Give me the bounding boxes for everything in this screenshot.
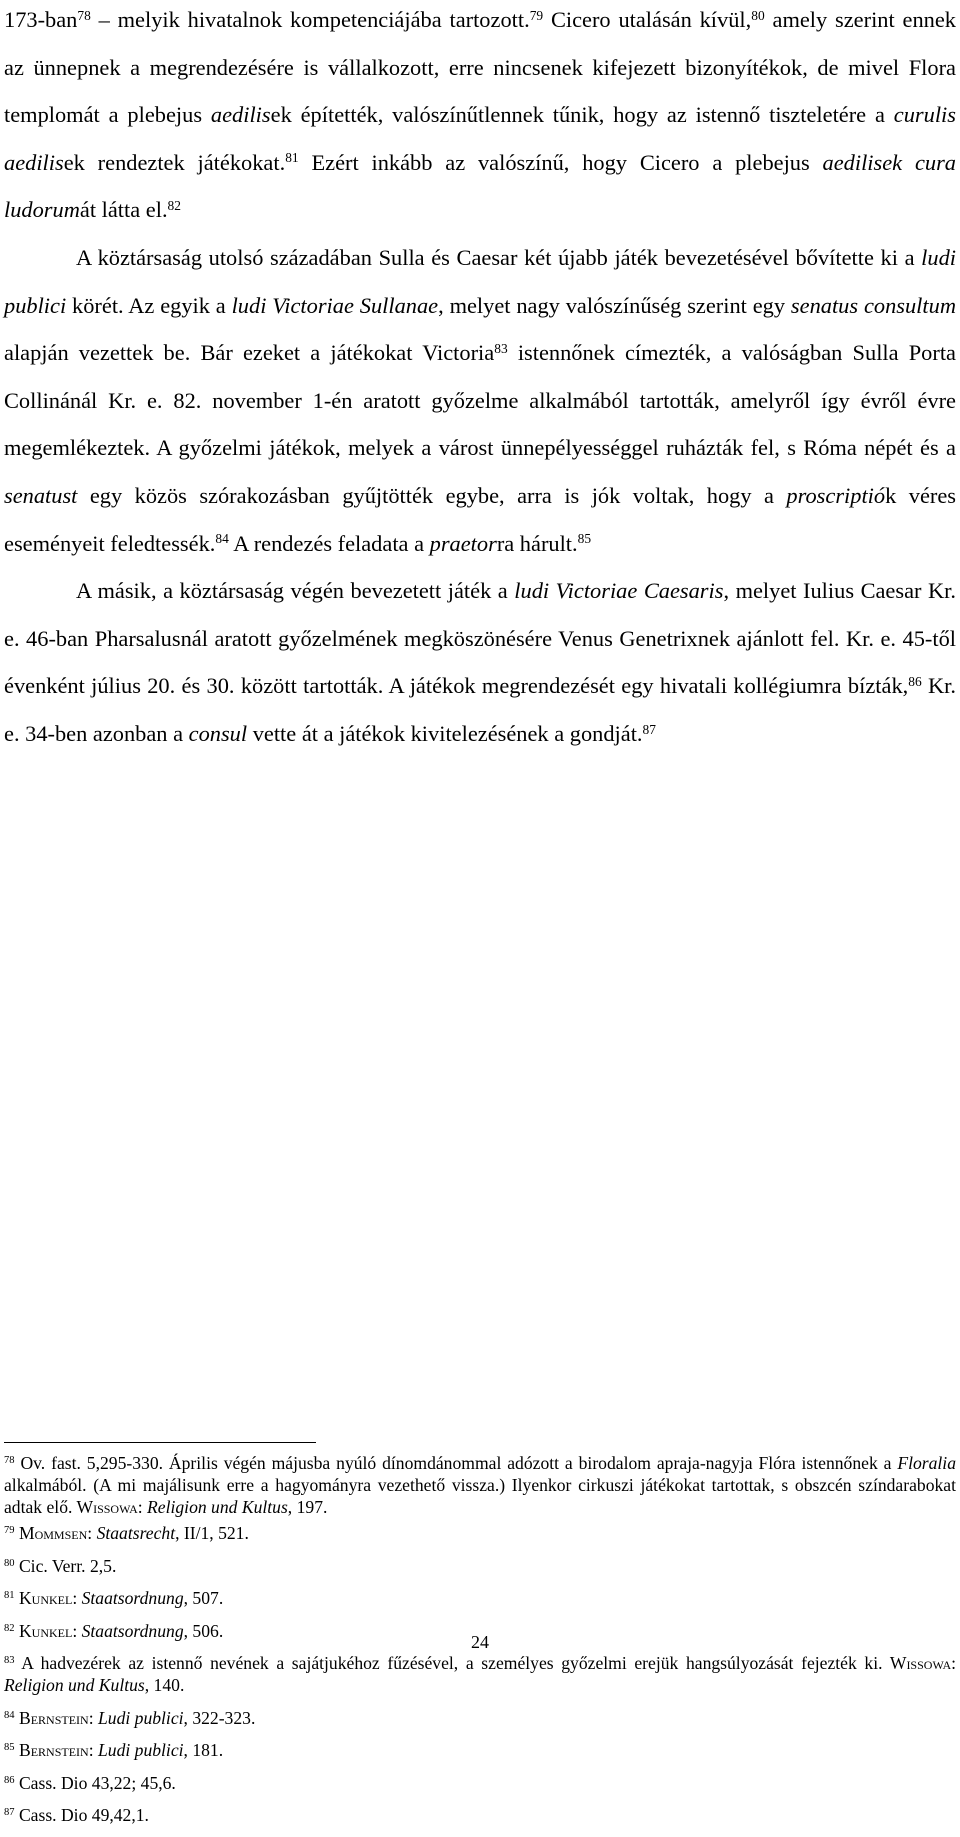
footnote: $^{79}$ Mommsen: Staatsrecht, II/1, 521. xyxy=(4,1523,249,1543)
italic-term: consul xyxy=(188,720,248,746)
footnote-separator xyxy=(4,1442,316,1443)
footnote-ref: 86 xyxy=(4,1774,15,1786)
footnote-ref: 78 xyxy=(77,7,91,23)
italic-term: aedilisek cura ludorum xyxy=(4,149,956,223)
footnote: $^{84}$ Bernstein: Ludi publici, 322-323. xyxy=(4,1707,256,1728)
paragraph: A köztársaság utolsó századában Sulla és Caesar két újabb játék bevezetésével bővítette ki a ludi publici körét. Az egyik a ludi Victoriae Sullanae, melyet nagy valószínűség szerint egy senatus consultum alapján vezettek be. Bár ezeket a játékokat Victoria$^{83}$ istennőnek címezték, a valóságban Sulla Porta Collinánál Kr. e. 82. november 1-én aratott győzelme alkalmából tartották, amelyről így évről évre megemlékeztek. A győzelmi játékok, melyek a várost ünnepélyességgel ruházták fel, s Róma népét és a senatust egy közös szórakozásban gyűjtötték egybe, arra is jók voltak, hogy a proscriptiók véres eseményeit feledtessék.$^{84}$ A rendezés feladata a praetorra hárult.$^{85}$ xyxy=(4,244,956,556)
footnote: $^{83}$ A hadvezérek az istennő nevének a sajátjukéhoz fűzésével, a személyes győzelmi erejük hangsúlyozását fejezték ki. Wissowa: Religion und Kultus, 140. xyxy=(4,1653,956,1695)
footnote-ref: 83 xyxy=(4,1655,15,1667)
italic-term: Staatsordnung xyxy=(81,1620,184,1641)
italic-term: Ludi publici xyxy=(97,1740,184,1760)
author-name: unkel xyxy=(31,1620,73,1641)
italic-term: aedilis xyxy=(210,102,271,128)
author-name: ommsen xyxy=(34,1523,88,1543)
footnote: $^{85}$ Bernstein: Ludi publici, 181. xyxy=(4,1740,224,1760)
footnote-ref: 83 xyxy=(494,340,508,356)
footnote-ref: 80 xyxy=(4,1557,15,1569)
footnote-ref: 85 xyxy=(4,1742,15,1754)
footnote: $^{86}$ Cass. Dio 43,22; 45,6. xyxy=(4,1772,176,1793)
author-name: ernstein xyxy=(30,1707,89,1728)
footnote: $^{80}$ Cic. Verr. 2,5. xyxy=(4,1555,117,1576)
page-number: 24 xyxy=(471,1632,489,1652)
italic-term: Religion und Kultus xyxy=(4,1675,145,1695)
footnote-ref: 81 xyxy=(285,150,299,166)
italic-term: Floralia xyxy=(897,1453,956,1473)
footnote-ref: 85 xyxy=(577,531,592,547)
paragraph: 173-ban$^{78}$ – melyik hivatalnok kompetenciájába tartozott.$^{79}$ Cicero utalásán kívül,$^{80}$ amely szerint ennek az ünnepnek a megrendezésére is vállalkozott, erre nincsenek kifejezett bizonyítékok, de mivel Flora templomát a plebejus aedilisek építették, valószínűtlennek tűnik, hogy az istennő tiszteletére a curulis aedilisek rendeztek játékokat.$^{81}$ Ezért inkább az valószínű, hogy Cicero a plebejus aedilisek cura ludorumát látta el.$^{82}$ xyxy=(4,7,956,223)
footnote: $^{82}$ Kunkel: Staatsordnung, 506. xyxy=(4,1620,224,1641)
footnote: $^{81}$ Kunkel: Staatsordnung, 507. xyxy=(4,1588,224,1608)
footnote: $^{78}$ Ov. fast. 5,295-330. Április végén májusba nyúló dínomdánommal adózott a birodalom apraja-nagyja Flóra istennőnek a Floralia alkalmából. (A mi majálisunk erre a hagyományra vezethető vissza.) Ilyenkor cirkuszi játékokat tartottak, s obszcén színdarabokat adtak elő. Wissowa: Religion und Kultus, 197. xyxy=(4,1453,956,1517)
footnote-ref: 84 xyxy=(4,1709,15,1721)
footnote-ref: 81 xyxy=(4,1590,15,1602)
footnote: $^{87}$ Cass. Dio 49,42,1. xyxy=(4,1805,149,1825)
author-name: ernstein xyxy=(30,1740,89,1760)
footnote-ref: 86 xyxy=(908,673,922,689)
footnote-ref: 87 xyxy=(4,1807,15,1819)
footnote-ref: 84 xyxy=(215,531,229,547)
author-name: unkel xyxy=(31,1588,73,1608)
italic-term: Staatsordnung xyxy=(81,1588,184,1608)
footnote-ref: 87 xyxy=(642,721,656,737)
italic-term: praetor xyxy=(429,530,497,556)
footnote-ref: 82 xyxy=(4,1622,15,1634)
author-name: issowa xyxy=(93,1497,138,1517)
italic-term: ludi Victoriae Caesaris xyxy=(514,578,724,604)
footnote-ref: 79 xyxy=(4,1525,15,1537)
paragraph: A másik, a köztársaság végén bevezetett játék a ludi Victoriae Caesaris, melyet Iulius Caesar Kr. e. 46-ban Pharsalusnál aratott győzelmének megköszönésére Venus Genetrixnek ajánlott fel. Kr. e. 45-től évenként július 20. és 30. között tartották. A játékok megrendezését egy hivatali kollégiumra bízták,$^{86}$ Kr. e. 34-ben azonban a consul vette át a játékok kivitelezésének a gondját.$^{87}$ xyxy=(4,578,957,746)
italic-term: ludi publici xyxy=(4,244,956,318)
footnote-ref: 82 xyxy=(167,197,181,213)
italic-term: Ludi publici xyxy=(97,1707,184,1728)
italic-term: senatust xyxy=(4,482,78,508)
italic-term: Religion und Kultus xyxy=(147,1497,288,1517)
footnote-ref: 78 xyxy=(4,1455,15,1467)
main-text xyxy=(4,0,956,758)
italic-term: ludi Victoriae Sullanae xyxy=(231,292,439,318)
italic-term: senatus consultum xyxy=(790,292,956,318)
italic-term: proscriptió xyxy=(786,482,886,508)
footnote-ref: 79 xyxy=(529,7,544,23)
footnote-ref: 80 xyxy=(751,7,765,23)
italic-term: Staatsrecht xyxy=(96,1523,176,1543)
italic-term: curulis aedilis xyxy=(4,102,956,175)
author-name: issowa xyxy=(906,1653,952,1673)
